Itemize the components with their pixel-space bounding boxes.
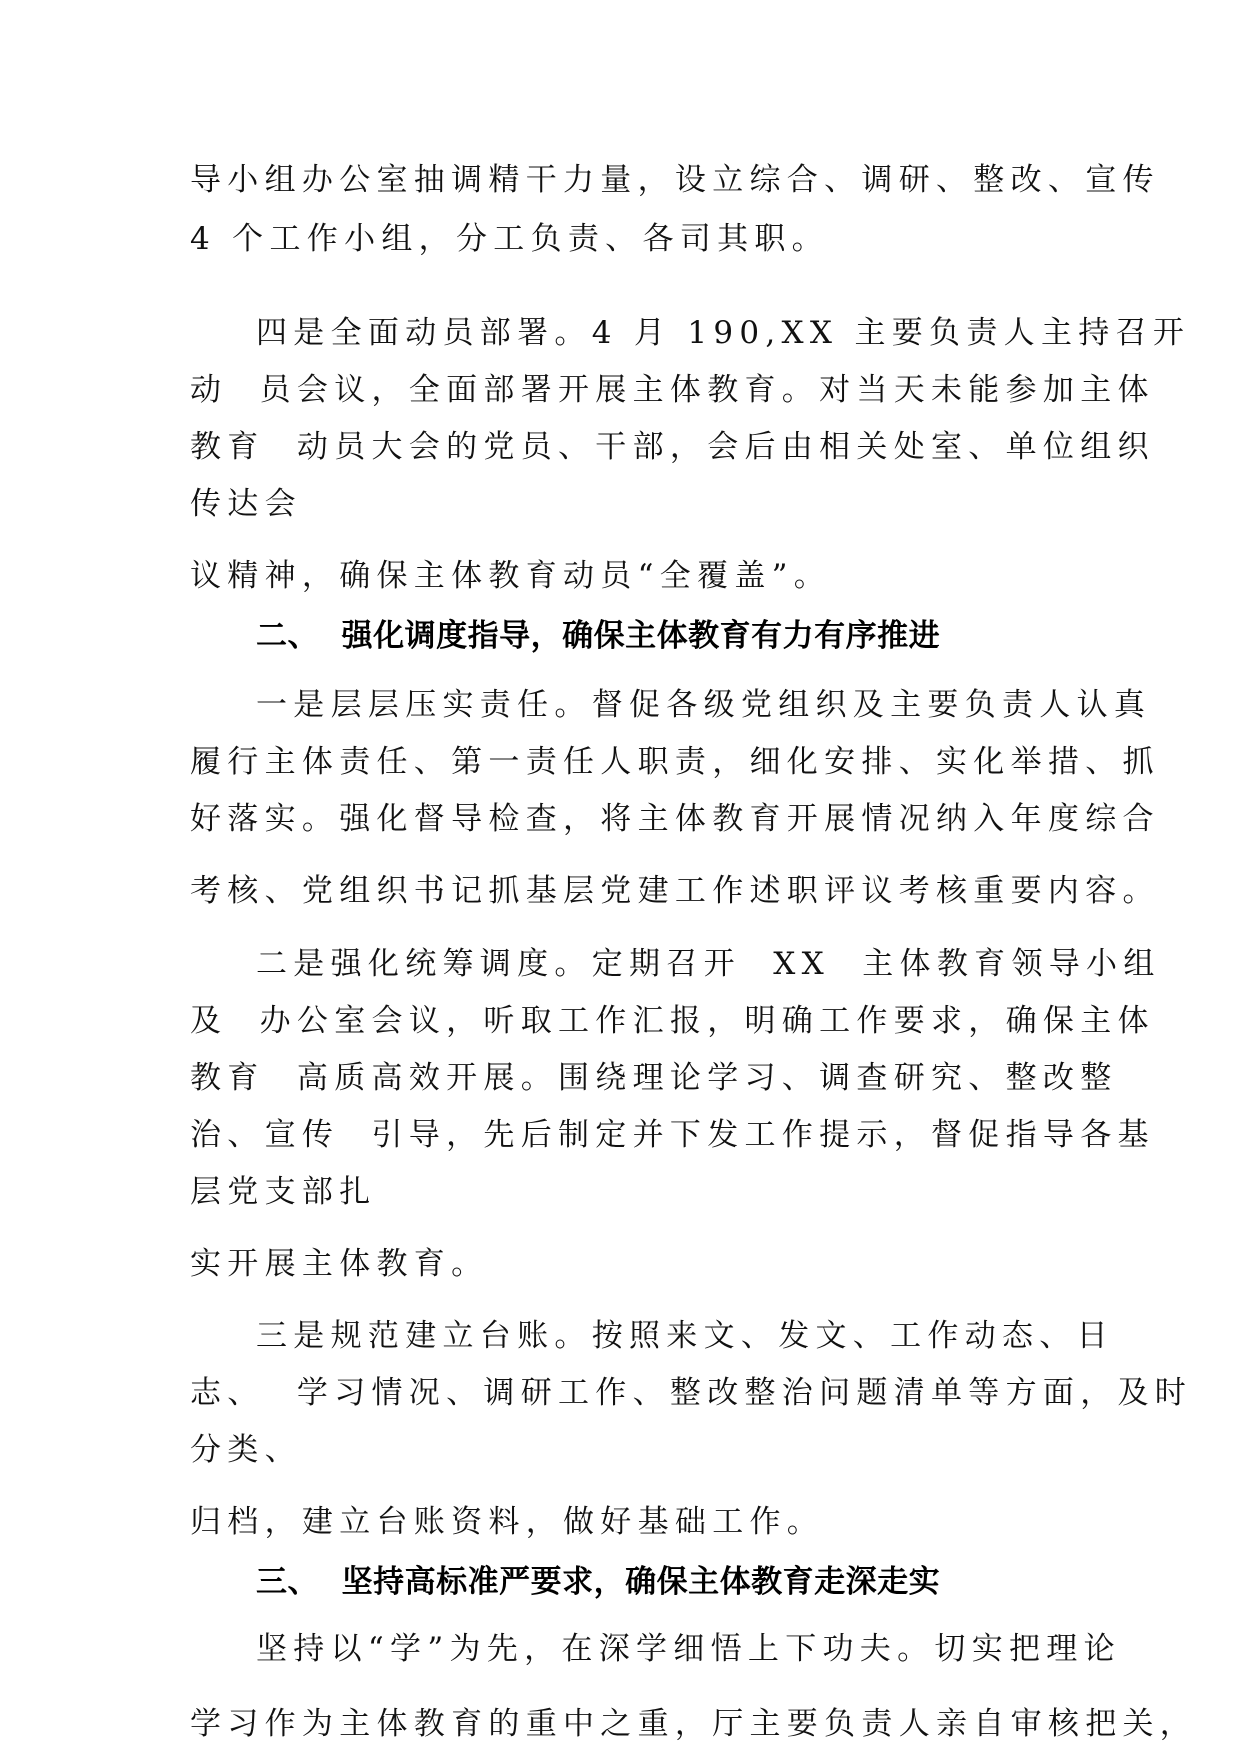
paragraph-line: 教育 动员大会的党员、干部，会后由相关处室、单位组织 <box>190 429 1155 465</box>
paragraph-line: 议精神，确保主体教育动员“全覆盖”。 <box>190 558 832 594</box>
section-heading-2: 二、 强化调度指导，确保主体教育有力有序推进 <box>256 618 941 654</box>
paragraph-line: 志、 学习情况、调研工作、整改整治问题清单等方面，及时 <box>190 1375 1193 1411</box>
paragraph-line: 教育 高质高效开展。围绕理论学习、调查研究、整改整 <box>190 1060 1118 1096</box>
paragraph-line: 坚持以“学”为先，在深学细悟上下功夫。切实把理论 <box>256 1631 1121 1667</box>
paragraph-line: 三是规范建立台账。按照来文、发文、工作动态、日 <box>256 1318 1114 1354</box>
paragraph-line: 动 员会议，全面部署开展主体教育。对当天未能参加主体 <box>190 372 1155 408</box>
paragraph-line: 分类、 <box>190 1432 302 1468</box>
paragraph-line: 实开展主体教育。 <box>190 1246 489 1282</box>
paragraph-line: 导小组办公室抽调精干力量，设立综合、调研、整改、宣传 <box>190 162 1160 198</box>
paragraph-line: 治、宣传 引导，先后制定并下发工作提示，督促指导各基 <box>190 1117 1155 1153</box>
paragraph-line: 层党支部扎 <box>190 1174 377 1210</box>
paragraph-line: 传达会 <box>190 486 302 522</box>
paragraph-line: 一是层层压实责任。督促各级党组织及主要负责人认真 <box>256 687 1152 723</box>
paragraph-line: 考核、党组织书记抓基层党建工作述职评议考核重要内容。 <box>190 873 1160 909</box>
paragraph-line: 归档，建立台账资料，做好基础工作。 <box>190 1504 825 1540</box>
paragraph-line: 履行主体责任、第一责任人职责，细化安排、实化举措、抓 <box>190 744 1160 780</box>
section-heading-3: 三、 坚持高标准严要求，确保主体教育走深走实 <box>256 1564 941 1600</box>
paragraph-line: 及 办公室会议，听取工作汇报，明确工作要求，确保主体 <box>190 1003 1155 1039</box>
paragraph-line: 好落实。强化督导检查，将主体教育开展情况纳入年度综合 <box>190 801 1160 837</box>
paragraph-line: 学习作为主体教育的重中之重，厅主要负责人亲自审核把关， <box>190 1706 1198 1742</box>
paragraph-line: 四是全面动员部署。4 月 190,XX 主要负责人主持召开 <box>256 315 1191 351</box>
paragraph-line: 二是强化统筹调度。定期召开 XX 主体教育领导小组 <box>256 946 1161 982</box>
paragraph-line: 4 个工作小组，分工负责、各司其职。 <box>190 221 829 257</box>
